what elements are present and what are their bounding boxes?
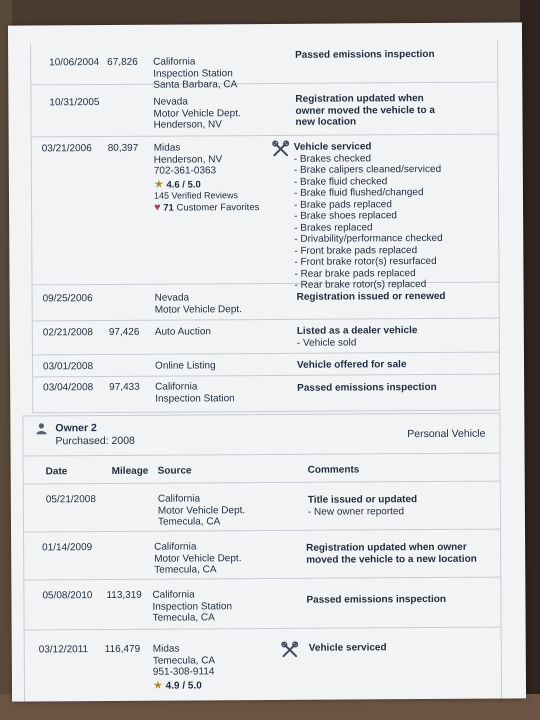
table-row xyxy=(33,319,499,356)
owner2-header xyxy=(23,414,499,457)
column-header-date: Date xyxy=(45,466,68,478)
star-icon: ★ xyxy=(153,178,164,191)
record-source: California Motor Vehicle Dept. Temecula, CA xyxy=(157,493,246,528)
record-comment-title: Passed emissions inspection xyxy=(297,381,437,394)
table-row xyxy=(33,283,499,322)
record-date: 02/21/2008 xyxy=(42,327,93,339)
record-date: 03/21/2006 xyxy=(41,143,92,155)
record-comment-title: Registration updated when owner moved the vehicle to a new location xyxy=(295,93,435,128)
record-date: 03/01/2008 xyxy=(42,361,94,373)
wrench-icon xyxy=(281,641,299,659)
record-source: Midas Temecula, CA 951-308-9114 ★ 4.9 / 5.0 xyxy=(152,643,216,692)
record-comments: Listed as a dealer vehicle - Vehicle sold xyxy=(296,325,418,349)
table-row xyxy=(25,628,501,702)
record-mileage: 97,433 xyxy=(109,381,140,393)
record-comment-title: Passed emissions inspection xyxy=(295,48,435,61)
shop-rating: 4.9 / 5.0 xyxy=(165,679,202,692)
record-mileage: 80,397 xyxy=(107,142,139,154)
star-icon: ★ xyxy=(152,679,163,692)
record-mileage: 113,319 xyxy=(106,589,142,601)
table-row xyxy=(33,375,499,414)
shop-rating: 4.6 / 5.0 xyxy=(166,178,201,191)
favorites-label: Customer Favorites xyxy=(176,201,260,214)
table-row xyxy=(24,482,500,533)
table-row xyxy=(31,41,497,91)
owner-vehicle-type: Personal Vehicle xyxy=(407,427,486,441)
table-header xyxy=(24,454,500,485)
column-header-comments: Comments xyxy=(307,464,360,476)
record-source: California Inspection Station Santa Barbara, CA xyxy=(153,56,238,91)
record-source: California Inspection Station xyxy=(155,381,235,405)
record-date: 03/04/2008 xyxy=(43,382,94,394)
heart-icon: ♥ xyxy=(154,201,161,214)
record-date: 10/31/2005 xyxy=(49,97,100,109)
record-source: California Inspection Station Temecula, CA xyxy=(152,589,233,624)
record-date: 05/21/2008 xyxy=(45,494,96,506)
record-comment-title: Passed emissions inspection xyxy=(306,593,446,606)
record-date: 01/14/2009 xyxy=(42,542,93,554)
record-mileage: 116,479 xyxy=(104,643,141,655)
record-mileage: 67,826 xyxy=(107,56,138,68)
record-comments: Title issued or updated - New owner reported xyxy=(307,494,418,518)
owner2-section xyxy=(22,413,502,702)
table-row xyxy=(33,353,499,378)
record-mileage: 97,426 xyxy=(108,326,140,338)
record-date: 09/25/2006 xyxy=(42,293,93,305)
record-source: California Motor Vehicle Dept. Temecula, CA xyxy=(154,541,242,576)
owner-purchased: Purchased: 2008 xyxy=(55,434,135,448)
record-source: Auto Auction xyxy=(154,326,212,338)
table-row xyxy=(24,578,500,631)
person-icon xyxy=(35,422,47,434)
record-source: Online Listing xyxy=(154,360,216,372)
record-comment-title: Registration updated when owner moved the vehicle to a new location xyxy=(306,541,477,566)
record-date: 05/08/2010 xyxy=(42,590,93,602)
table-row xyxy=(32,135,499,291)
record-comments: Vehicle serviced - Brakes checked - Brake calipers cleaned/serviced - Brake fluid checked - Brake fluid flushed/changed - Brake pads replaced - Brake shoes replaced - Brakes replaced - Drivability/performance checked - Front brake pads replaced - Front brake rotor(s) resurfaced - Rear brake pads replaced - Rear brake rotor(s) replaced xyxy=(293,141,443,291)
record-comment-title: Vehicle serviced xyxy=(308,642,387,654)
record-source: Nevada Motor Vehicle Dept. xyxy=(154,292,242,316)
table-row xyxy=(31,83,497,138)
shop-reviews: 145 Verified Reviews xyxy=(153,190,239,201)
wrench-icon xyxy=(272,140,290,158)
record-date: 10/06/2004 xyxy=(49,57,100,69)
column-header-mileage: Mileage xyxy=(111,465,149,477)
favorites-count: 71 xyxy=(163,202,174,214)
record-date: 03/12/2011 xyxy=(38,644,89,656)
record-source: Nevada Motor Vehicle Dept. Henderson, NV xyxy=(153,96,241,131)
owner1-history-table xyxy=(30,41,500,414)
record-comment-title: Registration issued or renewed xyxy=(296,290,446,303)
column-header-source: Source xyxy=(157,465,192,477)
report-page xyxy=(8,22,526,701)
record-source: Midas Henderson, NV 702-361-0363 ★ 4.6 / 5.0 145 Verified Reviews ♥ 71 Customer Favorites xyxy=(154,142,274,214)
table-row xyxy=(24,530,500,581)
owner-title: Owner 2 xyxy=(55,422,97,435)
record-comment-title: Vehicle offered for sale xyxy=(296,359,407,371)
